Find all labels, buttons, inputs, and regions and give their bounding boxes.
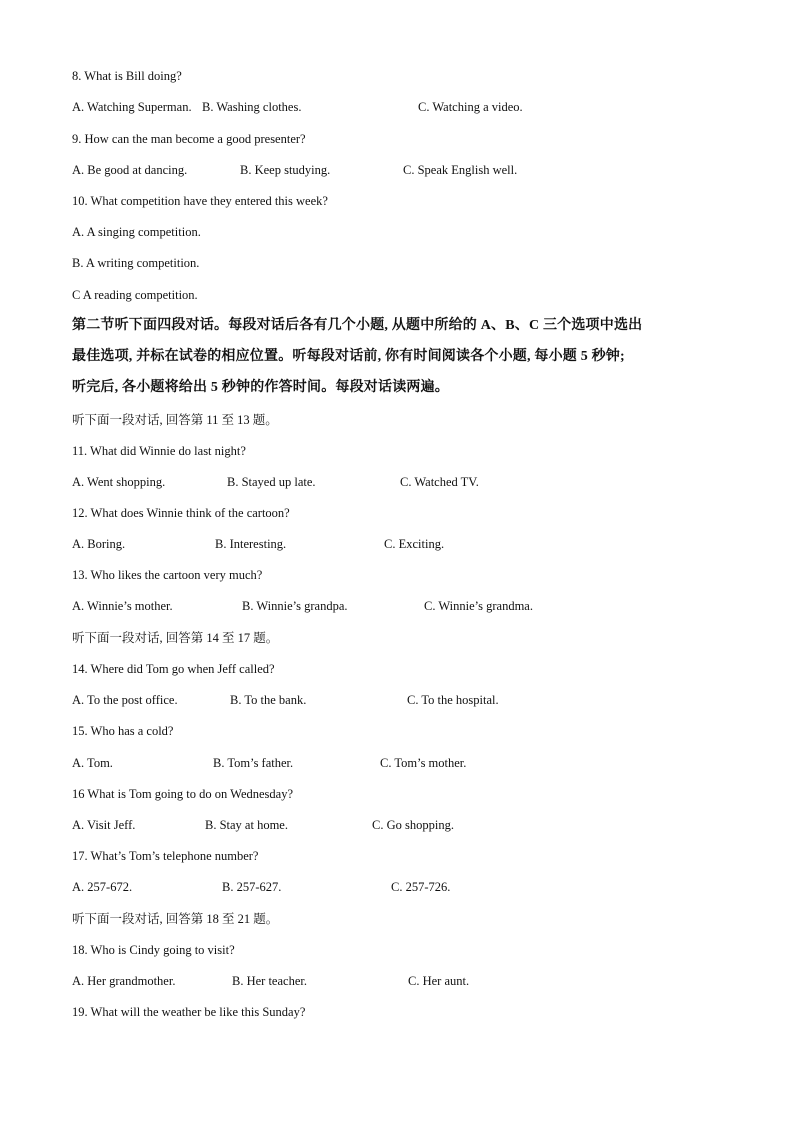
option-b: B. A writing competition.	[72, 256, 200, 270]
option-a: A. Watching Superman.	[72, 100, 192, 114]
option-b: B. Interesting.	[215, 537, 287, 551]
dialog-1-instruction: 听下面一段对话, 回答第 11 至 13 题。	[72, 413, 278, 427]
option-c: C. Exciting.	[384, 537, 445, 551]
option-c: C. Her aunt.	[408, 974, 470, 988]
option-c: C. 257-726.	[391, 880, 451, 894]
option-b: B. Winnie’s grandpa.	[242, 599, 348, 613]
option-c: C. Watched TV.	[400, 475, 479, 489]
question-11: 11. What did Winnie do last night?	[72, 444, 246, 458]
section-2-instructions-line-1: 第二节听下面四段对话。每段对话后各有几个小题, 从题中所给的 A、B、C 三个选项中选出	[72, 318, 643, 333]
option-c: C. Winnie’s grandma.	[424, 599, 533, 613]
question-9: 9. How can the man become a good presenter?	[72, 132, 306, 146]
section-2-instructions-line-3: 听完后, 各小题将给出 5 秒钟的作答时间。每段对话读两遍。	[72, 380, 449, 395]
option-a: A. To the post office.	[72, 693, 178, 707]
option-a: A. A singing competition.	[72, 225, 201, 239]
question-15: 15. Who has a cold?	[72, 724, 174, 738]
option-b: B. Washing clothes.	[202, 100, 302, 114]
question-16: 16 What is Tom going to do on Wednesday?	[72, 787, 294, 801]
option-c: C. Tom’s mother.	[380, 756, 467, 770]
question-13: 13. Who likes the cartoon very much?	[72, 568, 263, 582]
option-a: A. Winnie’s mother.	[72, 599, 173, 613]
dialog-2-instruction: 听下面一段对话, 回答第 14 至 17 题。	[72, 631, 279, 645]
question-12: 12. What does Winnie think of the cartoon?	[72, 506, 290, 520]
option-b: B. Stay at home.	[205, 818, 288, 832]
option-b: B. Tom’s father.	[213, 756, 294, 770]
option-b: B. Keep studying.	[240, 163, 331, 177]
option-b: B. 257-627.	[222, 880, 282, 894]
question-17: 17. What’s Tom’s telephone number?	[72, 849, 259, 863]
option-a: A. 257-672.	[72, 880, 133, 894]
option-a: A. Her grandmother.	[72, 974, 176, 988]
option-a: A. Boring.	[72, 537, 126, 551]
option-c: C A reading competition.	[72, 288, 198, 302]
option-c: C. Watching a video.	[418, 100, 523, 114]
option-c: C. Speak English well.	[403, 163, 518, 177]
option-a: A. Tom.	[72, 756, 113, 770]
question-14: 14. Where did Tom go when Jeff called?	[72, 662, 275, 676]
option-b: B. Her teacher.	[232, 974, 307, 988]
question-8: 8. What is Bill doing?	[72, 69, 182, 83]
option-a: A. Be good at dancing.	[72, 163, 188, 177]
dialog-3-instruction: 听下面一段对话, 回答第 18 至 21 题。	[72, 912, 279, 926]
option-c: C. Go shopping.	[372, 818, 454, 832]
option-a: A. Visit Jeff.	[72, 818, 136, 832]
option-b: B. To the bank.	[230, 693, 307, 707]
question-18: 18. Who is Cindy going to visit?	[72, 943, 235, 957]
option-c: C. To the hospital.	[407, 693, 499, 707]
section-2-instructions-line-2: 最佳选项, 并标在试卷的相应位置。听每段对话前, 你有时间阅读各个小题, 每小题 5 秒钟;	[72, 349, 625, 364]
question-10: 10. What competition have they entered this week?	[72, 194, 328, 208]
option-a: A. Went shopping.	[72, 475, 166, 489]
question-19: 19. What will the weather be like this Sunday?	[72, 1005, 306, 1019]
option-b: B. Stayed up late.	[227, 475, 316, 489]
